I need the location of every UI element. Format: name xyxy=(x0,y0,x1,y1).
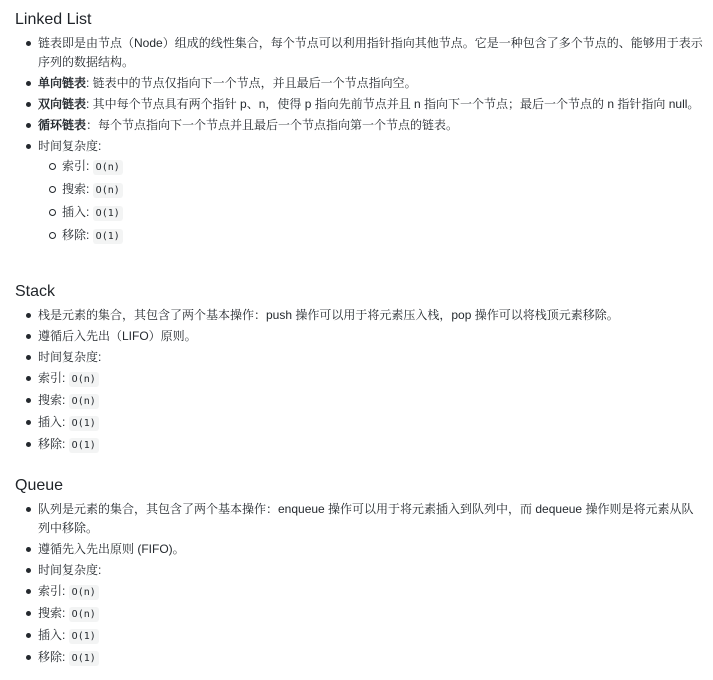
complexity-op: 移除: xyxy=(62,228,93,242)
list-item xyxy=(38,369,705,389)
list-item-text: 链表即是由节点（Node）组成的线性集合，每个节点可以利用指针指向其他节点。它是一种包含了多个节点的、能够用于表示序列的数据结构。 xyxy=(38,36,703,69)
term-bold: 循环链表 xyxy=(38,118,87,132)
complexity-value: O(1) xyxy=(93,206,123,221)
complexity-value: O(1) xyxy=(69,416,99,431)
list-item-text: : 链表中的节点仅指向下一个节点，并且最后一个节点指向空。 xyxy=(86,76,417,90)
complexity-op: 搜索: xyxy=(38,393,69,407)
list-item xyxy=(38,74,705,93)
list-item xyxy=(38,626,705,646)
queue-bullets xyxy=(15,500,705,668)
list-item xyxy=(38,604,705,624)
list-item xyxy=(38,137,705,246)
complexity-op: 索引: xyxy=(62,159,93,173)
list-item-text: 队列是元素的集合，其包含了两个基本操作：enqueue 操作可以用于将元素插入到队列中，而 dequeue 操作则是将元素从队列中移除。 xyxy=(38,502,694,535)
list-item xyxy=(38,648,705,668)
list-item xyxy=(38,116,705,135)
list-item xyxy=(38,34,705,72)
complexity-item xyxy=(62,226,705,246)
complexity-op: 搜索: xyxy=(62,182,93,196)
term-bold: 双向链表 xyxy=(38,97,87,111)
complexity-op: 插入: xyxy=(62,205,93,219)
complexity-op: 插入: xyxy=(38,628,69,642)
list-item xyxy=(38,435,705,455)
section-queue xyxy=(15,472,705,668)
complexity-op: 移除: xyxy=(38,650,69,664)
section-stack xyxy=(15,278,705,472)
complexity-value: O(1) xyxy=(93,229,123,244)
stack-bullets xyxy=(15,306,705,455)
list-item-text: 遵循先入先出原则 (FIFO)。 xyxy=(38,542,185,556)
list-item-text: 栈是元素的集合，其包含了两个基本操作：push 操作可以用于将元素压入栈，pop 操作可以将栈顶元素移除。 xyxy=(38,308,619,322)
list-item xyxy=(38,306,705,325)
section-title-linked-list: Linked List xyxy=(15,11,92,28)
complexity-list xyxy=(38,157,705,246)
section-title-stack: Stack xyxy=(15,283,56,300)
complexity-value: O(1) xyxy=(69,438,99,453)
complexity-op: 搜索: xyxy=(38,606,69,620)
linked-list-bullets xyxy=(15,34,705,246)
complexity-value: O(n) xyxy=(93,183,123,198)
complexity-op: 索引: xyxy=(38,371,69,385)
complexity-op: 插入: xyxy=(38,415,69,429)
complexity-item xyxy=(62,203,705,223)
list-item xyxy=(38,413,705,433)
complexity-item xyxy=(62,157,705,177)
section-title-queue: Queue xyxy=(15,477,64,494)
list-item-text: ：每个节点指向下一个节点并且最后一个节点指向第一个节点的链表。 xyxy=(86,118,459,132)
list-item xyxy=(38,391,705,411)
list-item xyxy=(38,561,705,580)
list-item xyxy=(38,95,705,114)
list-item xyxy=(38,348,705,367)
complexity-value: O(n) xyxy=(69,394,99,409)
complexity-value: O(1) xyxy=(69,629,99,644)
list-item xyxy=(38,327,705,346)
complexity-value: O(n) xyxy=(69,372,99,387)
complexity-value: O(1) xyxy=(69,651,99,666)
complexity-op: 索引: xyxy=(38,584,69,598)
list-item-text: 时间复杂度: xyxy=(38,350,102,364)
complexity-item xyxy=(62,180,705,200)
section-linked-list xyxy=(15,6,705,278)
list-item-text: : 其中每个节点具有两个指针 p、n，使得 p 指向先前节点并且 n 指向下一个节点；最后一个节点的 n 指针指向 null。 xyxy=(86,97,700,111)
complexity-label: 时间复杂度: xyxy=(38,139,102,153)
complexity-value: O(n) xyxy=(93,160,123,175)
list-item xyxy=(38,500,705,538)
list-item xyxy=(38,540,705,559)
term-bold: 单向链表 xyxy=(38,76,87,90)
list-item-text: 时间复杂度: xyxy=(38,563,102,577)
complexity-value: O(n) xyxy=(69,585,99,600)
list-item xyxy=(38,582,705,602)
complexity-value: O(n) xyxy=(69,607,99,622)
list-item-text: 遵循后入先出（LIFO）原则。 xyxy=(38,329,197,343)
complexity-op: 移除: xyxy=(38,437,69,451)
